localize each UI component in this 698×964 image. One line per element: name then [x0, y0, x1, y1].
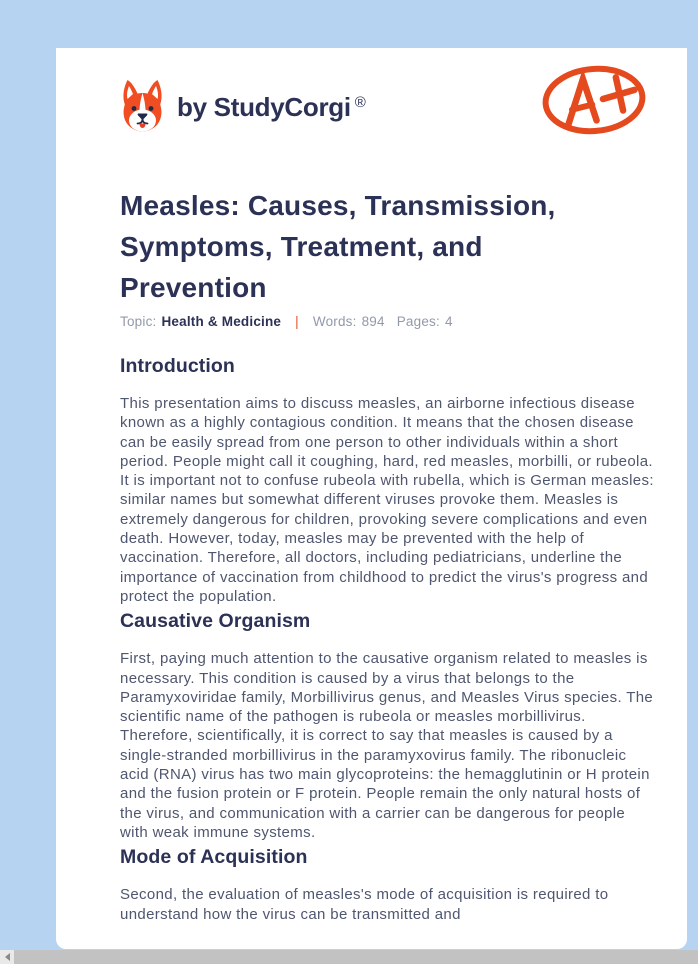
scrollbar-thumb[interactable] — [14, 950, 698, 964]
horizontal-scrollbar[interactable] — [0, 950, 698, 964]
section-heading: Introduction — [120, 355, 235, 377]
meta-row — [120, 314, 655, 329]
topic-value: Health & Medicine — [161, 314, 282, 329]
section-heading: Mode of Acquisition — [120, 846, 308, 869]
words-label: Words: — [312, 314, 357, 329]
header — [120, 62, 655, 138]
section-causative-organism — [120, 610, 655, 842]
meta-separator: | — [295, 314, 299, 329]
scroll-left-arrow-icon — [5, 953, 10, 961]
page-title: Measles: Causes, Transmission, Symptoms, Treatment, and Prevention — [120, 190, 556, 303]
registered-trademark-icon: ® — [354, 94, 366, 111]
topic-label: Topic: — [120, 314, 157, 329]
section-introduction — [120, 355, 655, 606]
section-mode-of-acquisition — [120, 846, 655, 924]
section-paragraph: Second, the evaluation of measles's mode of acquisition is required to understand how the virus can be transmitted and — [120, 886, 609, 923]
a-plus-badge-icon — [541, 62, 647, 138]
section-paragraph: First, paying much attention to the causative organism related to measles is necessary. This condition is caused by a virus that belongs to the Paramyxoviridae family, Morbillivirus genus, and Measles Virus species. The scientific name of the pathogen is rubeola or measles morbillivirus. Therefore, scientifically, it is correct to say that measles is caused by a single-stranded morbillivirus in the paramyxovirus family. The ribonucleic acid (RNA) virus has two main glycoproteins: the hemagglutinin or H protein and the fusion protein or F protein. People remain the only natural hosts of the virus, and communication with a carrier can be dangerous for people with weak immune systems. — [120, 650, 654, 841]
section-paragraph: This presentation aims to discuss measles, an airborne infectious disease known as a highly contagious condition. It means that the chosen disease can be easily spread from one person to other individuals within a short period. People might call it coughing, hard, red measles, morbilli, or rubeola. It is important not to confuse rubeola with rubella, which is German measles: similar names but somewhat different viruses provoke them. Measles is extremely dangerous for children, provoking severe complications and even death. However, today, measles may be prevented with the help of vaccination. Therefore, all doctors, including pediatricians, underline the importance of vaccination from childhood to predict the virus's progress and protect the population. — [120, 395, 654, 605]
words-value: 894 — [361, 314, 385, 329]
logo-text: by StudyCorgi — [177, 92, 351, 122]
pages-value: 4 — [444, 314, 453, 329]
scroll-left-button[interactable] — [0, 950, 14, 964]
document-card[interactable] — [56, 48, 687, 949]
section-heading: Causative Organism — [120, 610, 311, 633]
corgi-icon — [120, 78, 165, 136]
pages-label: Pages: — [396, 314, 440, 329]
studycorgi-logo — [120, 78, 366, 136]
